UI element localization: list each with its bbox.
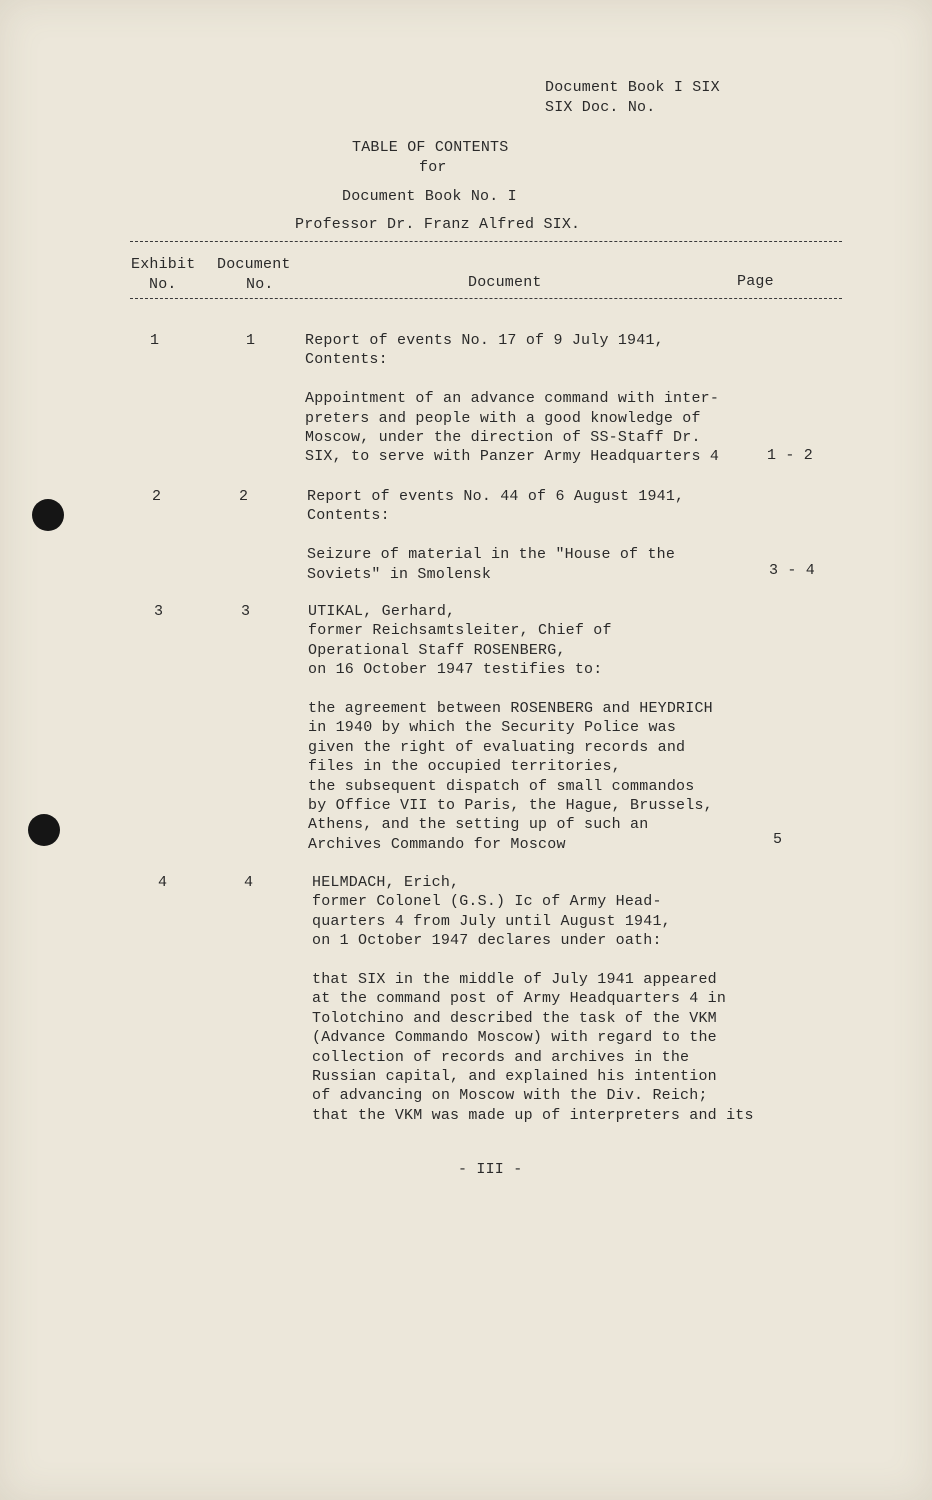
entry-description-line: Report of events No. 44 of 6 August 1941, [307,488,685,505]
entry-description-line: HELMDACH, Erich, [312,874,460,891]
exhibit-number: 3 [154,603,164,620]
entry-description-line: Contents: [305,351,388,369]
entry-description-line: that the VKM was made up of interpreters and its [312,1106,754,1124]
col-exhibit-line2: No. [149,276,177,293]
punch-hole-upper [32,499,64,531]
entry-description-line: Athens, and the setting up of such an [308,816,649,834]
page-number: - III - [458,1161,523,1178]
toc-title: TABLE OF CONTENTS [352,139,509,156]
entry-description-line: given the right of evaluating records and [308,738,686,756]
document-number: 2 [239,488,249,505]
entry-description-line: Report of events No. 17 of 9 July 1941, [305,332,664,349]
col-exhibit-line1: Exhibit [131,256,196,273]
document-number: 1 [246,332,256,349]
entry-description-line: UTIKAL, Gerhard, [308,603,456,620]
entry-description-line: preters and people with a good knowledge of [305,409,701,427]
entry-description-line: Tolotchino and described the task of the VKM [312,1009,717,1027]
doc-book-reference: Document Book I SIX [545,79,720,96]
punch-hole-lower [28,814,60,846]
entry-description-line: by Office VII to Paris, the Hague, Brussels, [308,797,713,814]
exhibit-number: 4 [158,874,168,891]
col-docno-line1: Document [217,256,291,273]
entry-description-line: Seizure of material in the "House of the [307,546,676,564]
entry-description-line: Moscow, under the direction of SS-Staff Dr. [305,429,701,446]
entry-description-line: on 16 October 1947 testifies to: [308,661,603,679]
col-page: Page [737,273,774,290]
entry-description-line: Contents: [307,507,390,525]
entry-description-line: at the command post of Army Headquarters 4 in [312,990,727,1008]
entry-description-line: collection of records and archives in the [312,1048,690,1066]
col-document: Document [468,274,542,291]
entry-description-line: the agreement between ROSENBERG and HEYDRICH [308,700,713,717]
six-doc-number: SIX Doc. No. [545,99,656,116]
defendant-name: Professor Dr. Franz Alfred SIX. [295,216,581,233]
exhibit-number: 2 [152,488,162,505]
entry-description-line: (Advance Commando Moscow) with regard to the [312,1029,717,1047]
header-rule-top [130,241,842,242]
entry-description-line: the subsequent dispatch of small commandos [308,777,695,795]
header-rule-bottom [130,298,842,299]
entry-description-line: in 1940 by which the Security Police was [308,719,677,737]
document-number: 4 [244,874,254,891]
page-reference: 1 - 2 [767,447,814,464]
entry-description-line: Archives Commando for Moscow [308,835,566,853]
exhibit-number: 1 [150,332,160,349]
col-docno-line2: No. [246,276,274,293]
entry-description-line: Appointment of an advance command with inter- [305,390,720,408]
entry-description-line: Operational Staff ROSENBERG, [308,641,566,659]
entry-description-line: former Colonel (G.S.) Ic of Army Head- [312,893,662,911]
entry-description-line: that SIX in the middle of July 1941 appeared [312,971,717,988]
toc-for: for [419,159,447,176]
entry-description-line: Soviets" in Smolensk [307,565,492,583]
entry-description-line: SIX, to serve with Panzer Army Headquarters 4 [305,448,720,466]
document-book-title: Document Book No. I [342,188,517,205]
entry-description-line: Russian capital, and explained his intention [312,1068,717,1085]
entry-description-line: files in the occupied territories, [308,758,621,776]
entry-description-line: on 1 October 1947 declares under oath: [312,932,662,950]
entry-description-line: former Reichsamtsleiter, Chief of [308,622,612,640]
entry-description-line: quarters 4 from July until August 1941, [312,912,671,930]
entry-description-line: of advancing on Moscow with the Div. Reich; [312,1087,708,1105]
page-reference: 3 - 4 [769,562,816,579]
document-number: 3 [241,603,251,620]
page-reference: 5 [773,831,783,848]
